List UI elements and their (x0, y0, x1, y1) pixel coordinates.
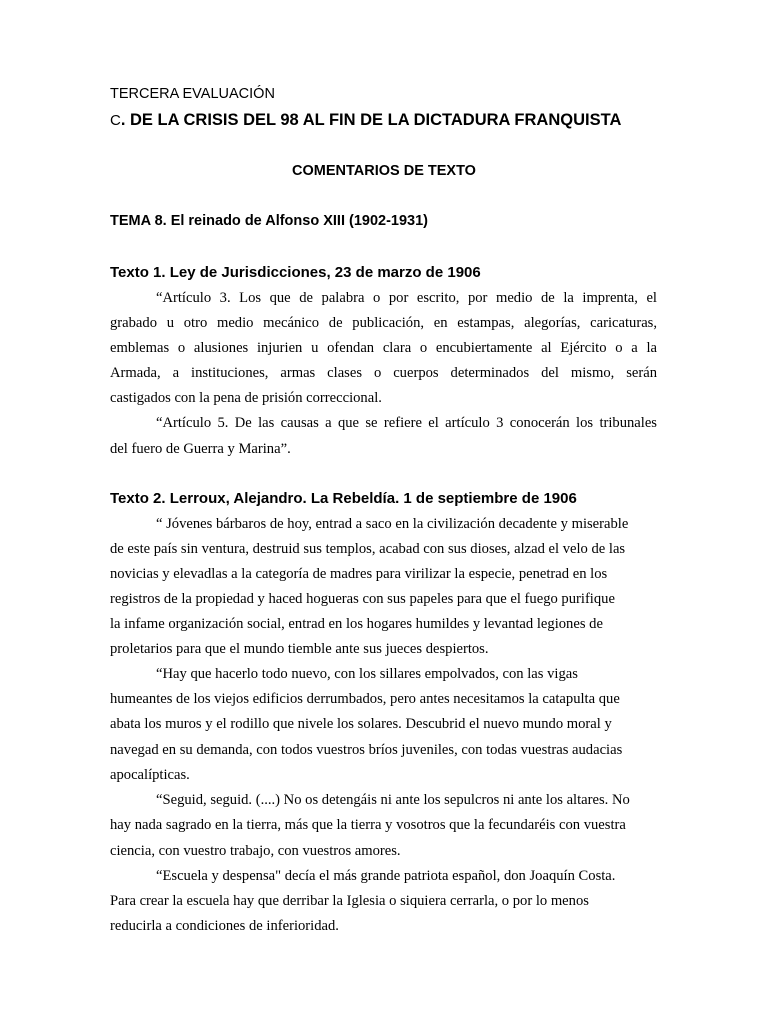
texto2-line: “Hay que hacerlo todo nuevo, con los sillares empolvados, con las vigas (156, 666, 578, 682)
texto1-title: Texto 1. Ley de Jurisdicciones, 23 de marzo de 1906 (110, 264, 481, 281)
texto2-line: humeantes de los viejos edificios derrumbados, pero antes necesitamos la catapulta que (110, 691, 620, 707)
texto2-line: hay nada sagrado en la tierra, más que la tierra y vosotros que la fecundaréis con vuestra (110, 817, 626, 833)
texto2-line: novicias y elevadlas a la categoría de madres para virilizar la especie, penetrad en los (110, 566, 608, 582)
texto2-line: “Escuela y despensa" decía el más grande patriota español, don Joaquín Costa. (156, 868, 616, 884)
texto1-line: “Artículo 3. Los que de palabra o por escrito, por medio de la imprenta, el (156, 290, 657, 306)
texto1-line: del fuero de Guerra y Marina”. (110, 441, 291, 457)
texto2-line: ciencia, con vuestro trabajo, con vuestros amores. (110, 843, 401, 859)
texto2-line: registros de la propiedad y haced hogueras con sus papeles para que el fuego purifique (110, 591, 615, 607)
texto2-line: la infame organización social, entrad en los hogares humildes y levantad legiones de (110, 616, 603, 632)
texto2-line: proletarios para que el mundo tiemble ante sus jueces despiertos. (110, 641, 489, 657)
texto1-line: emblemas o alusiones injurien u ofendan clara o encubiertamente al Ejército o a la (110, 340, 657, 356)
texto2-line: abata los muros y el rodillo que nivele los solares. Descubrid el nuevo mundo moral y (110, 716, 612, 732)
section-letter: C (110, 112, 121, 129)
texto1-line: Armada, a instituciones, armas clases o cuerpos determinados del mismo, serán (110, 365, 657, 381)
section-heading (110, 111, 621, 130)
subtitle-heading: COMENTARIOS DE TEXTO (292, 163, 476, 179)
texto2-line: reducirla a condiciones de inferioridad. (110, 918, 339, 934)
texto2-line: de este país sin ventura, destruid sus templos, acabad con sus dioses, alzad el velo de las (110, 541, 626, 557)
texto2-title: Texto 2. Lerroux, Alejandro. La Rebeldía. 1 de septiembre de 1906 (110, 490, 577, 507)
texto2-line: “Seguid, seguid. (....) No os detengáis ni ante los sepulcros ni ante los altares. No (156, 792, 630, 808)
texto2-line: “ Jóvenes bárbaros de hoy, entrad a saco en la civilización decadente y miserable (156, 516, 629, 532)
evaluation-heading: TERCERA EVALUACIÓN (110, 86, 275, 102)
texto1-line: grabado u otro medio mecánico de publicación, en estampas, alegorías, caricaturas, (110, 315, 657, 331)
texto1-line: “Artículo 5. De las causas a que se refiere el artículo 3 conocerán los tribunales (156, 415, 657, 431)
section-title: . DE LA CRISIS DEL 98 AL FIN DE LA DICTADURA FRANQUISTA (120, 111, 622, 129)
texto1-line: castigados con la pena de prisión correccional. (110, 390, 382, 406)
texto2-line: apocalípticas. (110, 767, 190, 783)
texto2-line: Para crear la escuela hay que derribar la Iglesia o siquiera cerrarla, o por lo menos (110, 893, 589, 909)
tema-heading: TEMA 8. El reinado de Alfonso XIII (1902-1931) (110, 213, 429, 229)
texto2-line: navegad en su demanda, con todos vuestros bríos juveniles, con todas vuestras audacias (110, 742, 623, 758)
